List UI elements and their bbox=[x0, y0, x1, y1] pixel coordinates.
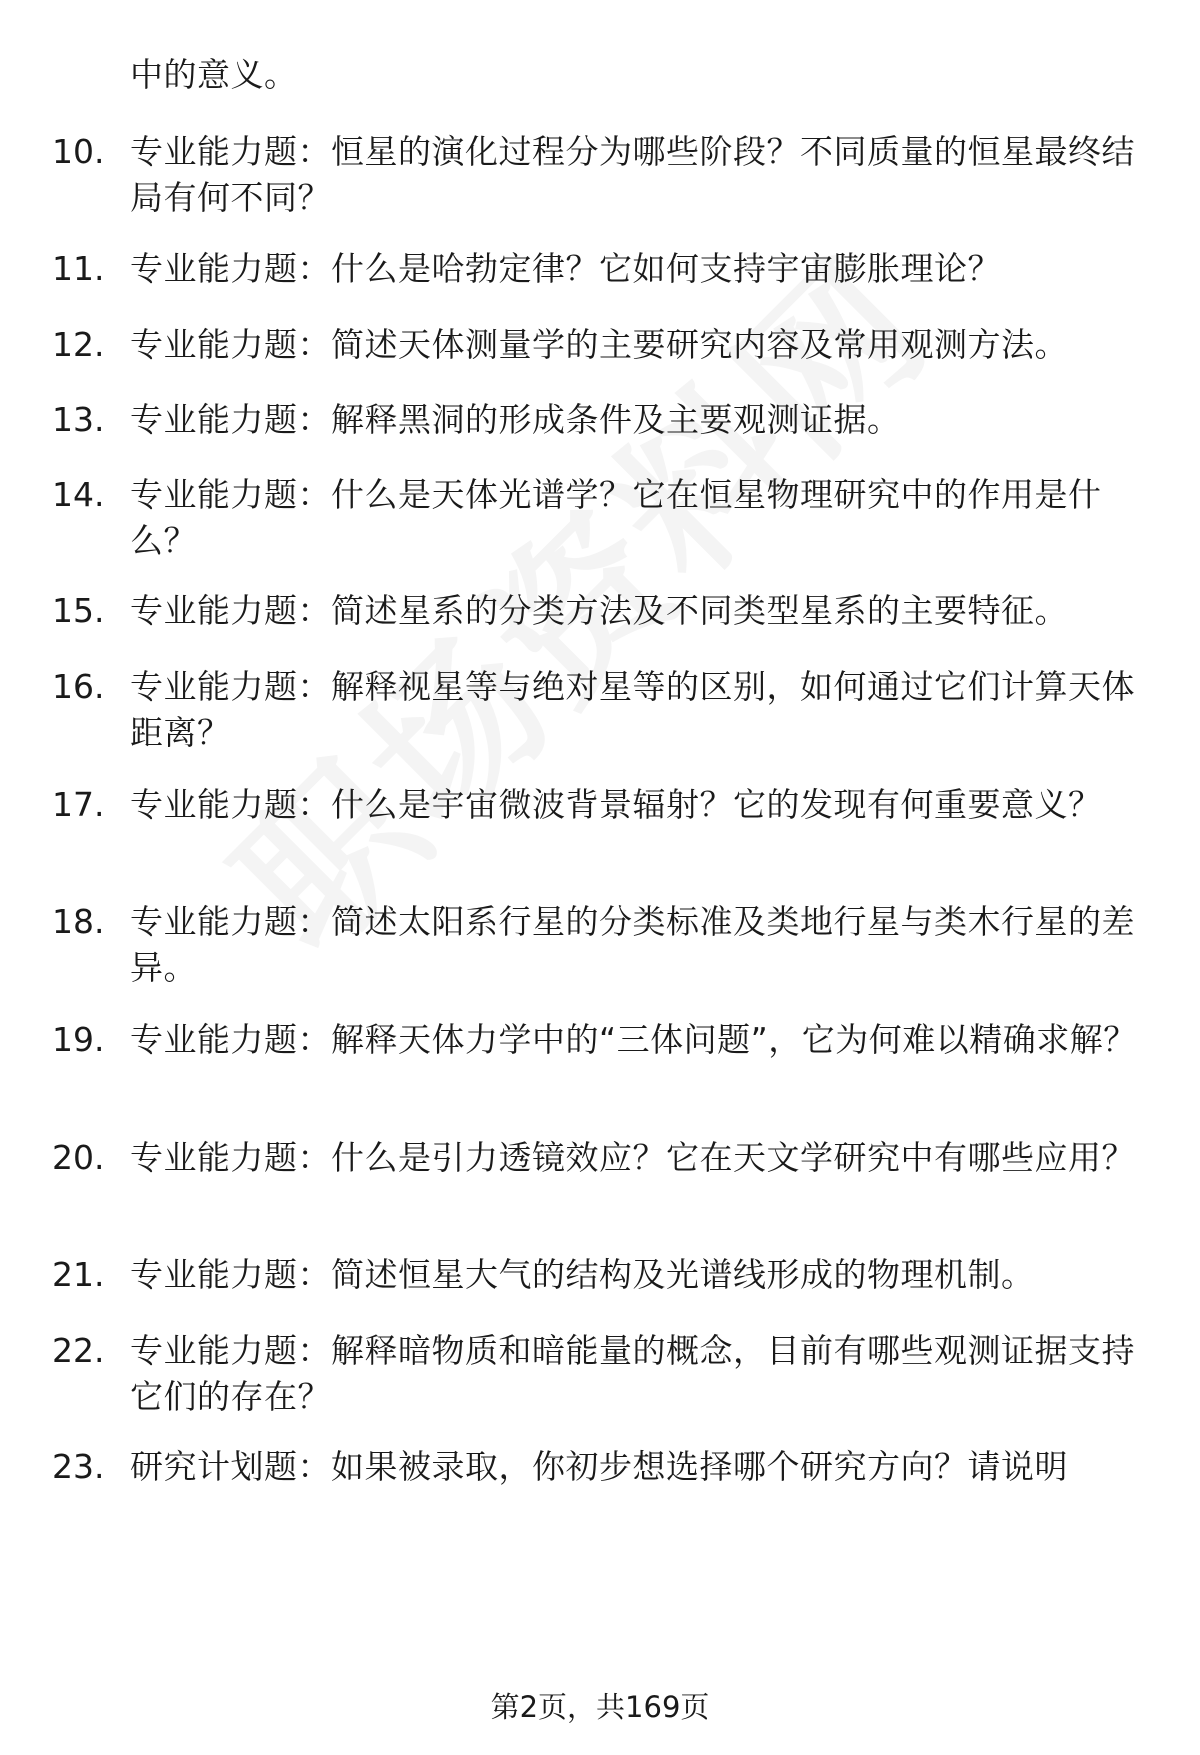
question-text: 专业能力题：恒星的演化过程分为哪些阶段？不同质量的恒星最终结局有何不同？ bbox=[130, 132, 1135, 217]
question-text: 研究计划题：如果被录取，你初步想选择哪个研究方向？请说明 bbox=[130, 1447, 1068, 1486]
question-text: 专业能力题：简述太阳系行星的分类标准及类地行星与类木行星的差异。 bbox=[130, 902, 1135, 987]
question-text: 专业能力题：什么是哈勃定律？它如何支持宇宙膨胀理论？ bbox=[130, 249, 1001, 288]
question-number: 19. bbox=[52, 1020, 105, 1059]
question-number: 20. bbox=[52, 1138, 105, 1177]
question-number: 23. bbox=[52, 1447, 105, 1486]
question-text: 专业能力题：什么是引力透镜效应？它在天文学研究中有哪些应用？ bbox=[130, 1138, 1135, 1177]
question-text: 专业能力题：解释天体力学中的“三体问题”，它为何难以精确求解？ bbox=[130, 1020, 1137, 1059]
question-text: 专业能力题：解释黑洞的形成条件及主要观测证据。 bbox=[130, 400, 901, 439]
question-text: 专业能力题：什么是宇宙微波背景辐射？它的发现有何重要意义？ bbox=[130, 785, 1102, 824]
question-number: 10. bbox=[52, 132, 105, 171]
question-text: 专业能力题：简述星系的分类方法及不同类型星系的主要特征。 bbox=[130, 591, 1068, 630]
page-number: 第2页，共169页 bbox=[490, 1690, 710, 1724]
carryover-text: 中的意义。 bbox=[130, 55, 298, 94]
question-number: 17. bbox=[52, 785, 105, 824]
question-text: 专业能力题：解释视星等与绝对星等的区别，如何通过它们计算天体距离？ bbox=[130, 667, 1135, 752]
question-text: 专业能力题：什么是天体光谱学？它在恒星物理研究中的作用是什么？ bbox=[130, 475, 1102, 560]
question-number: 21. bbox=[52, 1255, 105, 1294]
question-text: 专业能力题：简述恒星大气的结构及光谱线形成的物理机制。 bbox=[130, 1255, 1035, 1294]
question-number: 12. bbox=[52, 325, 105, 364]
question-number: 18. bbox=[52, 902, 105, 941]
question-text: 专业能力题：简述天体测量学的主要研究内容及常用观测方法。 bbox=[130, 325, 1068, 364]
question-number: 16. bbox=[52, 667, 105, 706]
question-number: 14. bbox=[52, 475, 105, 514]
question-text: 专业能力题：解释暗物质和暗能量的概念，目前有哪些观测证据支持它们的存在？ bbox=[130, 1331, 1135, 1416]
question-number: 11. bbox=[52, 249, 105, 288]
question-number: 13. bbox=[52, 400, 105, 439]
question-number: 15. bbox=[52, 591, 105, 630]
question-number: 22. bbox=[52, 1331, 105, 1370]
